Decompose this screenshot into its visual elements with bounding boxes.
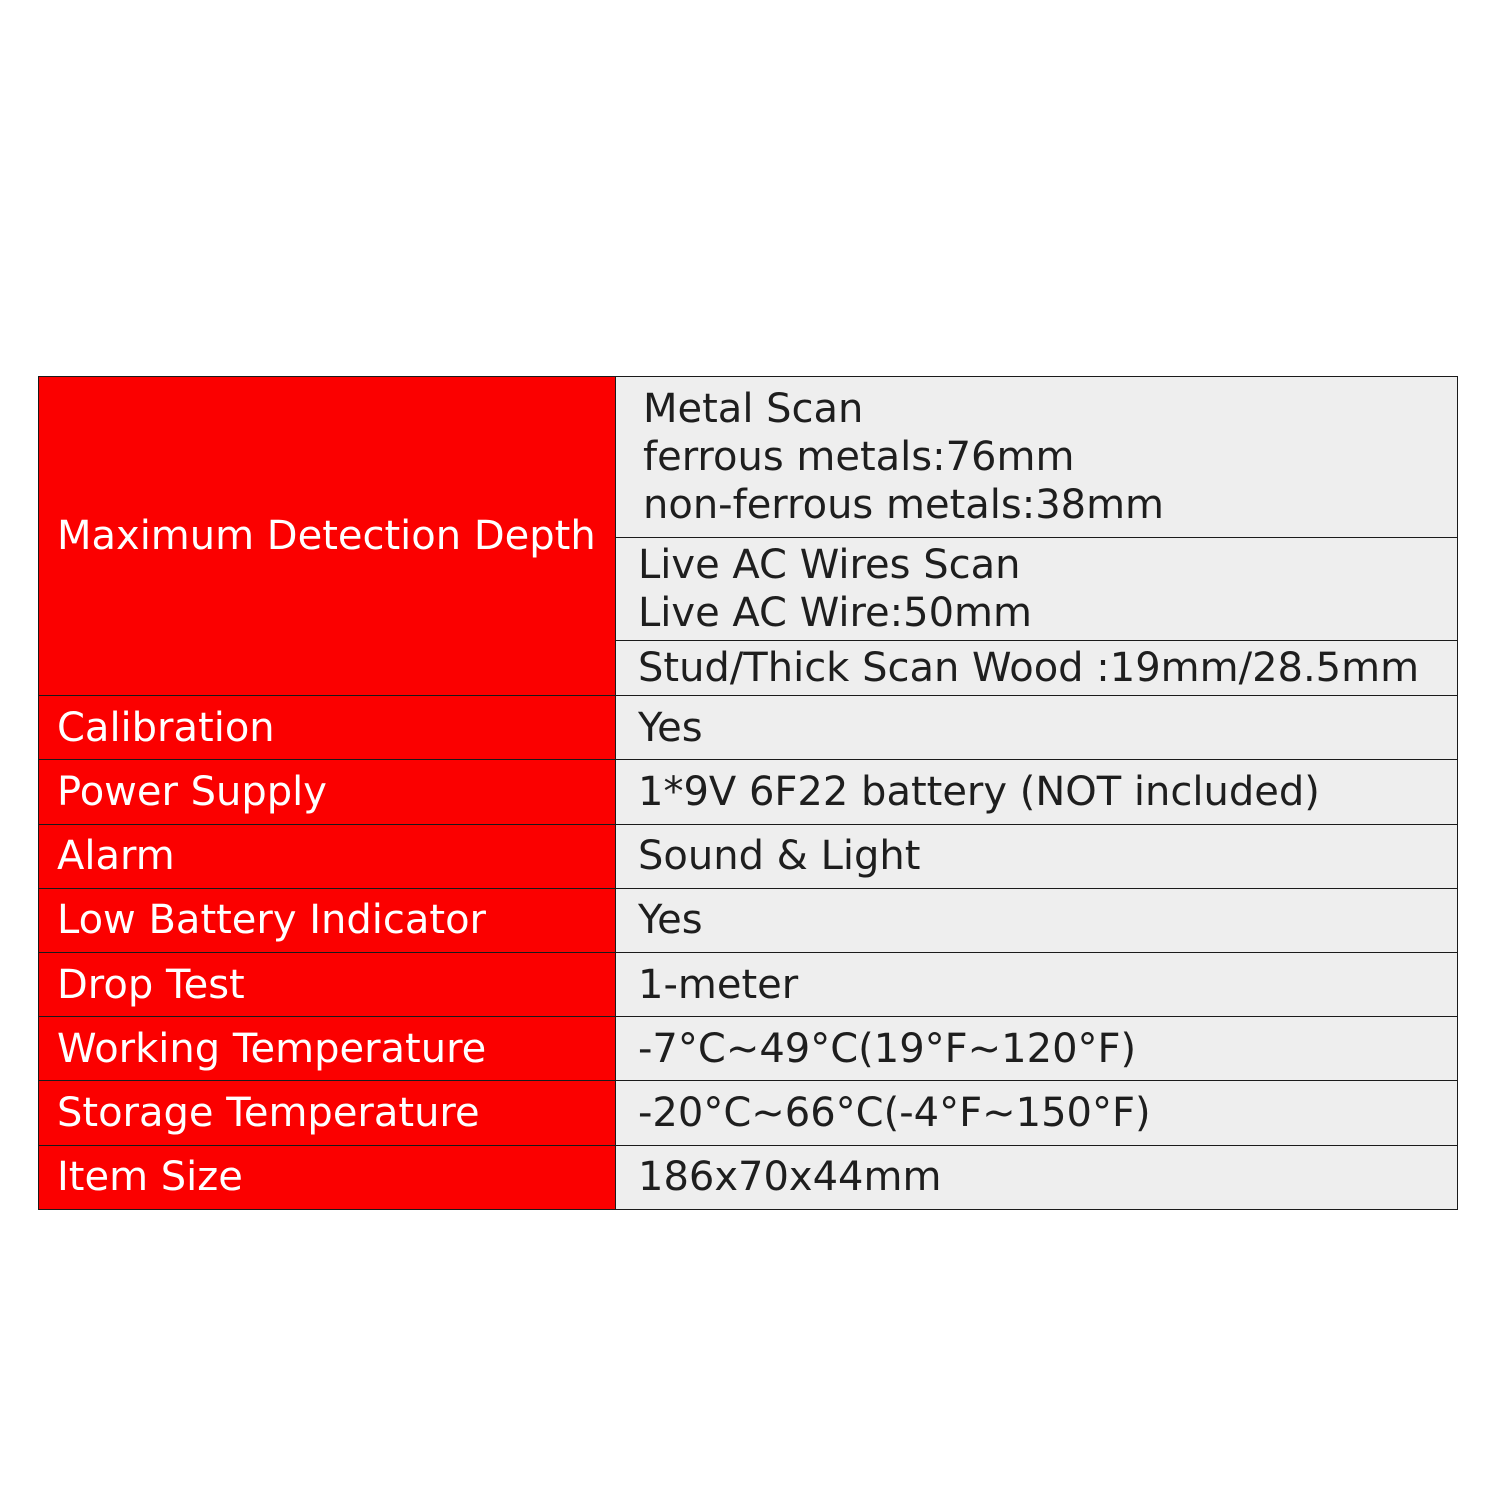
metal-scan-cell	[616, 377, 1458, 538]
storage-temperature-label: Storage Temperature	[39, 1081, 616, 1145]
power-supply-value: 1*9V 6F22 battery (NOT included)	[616, 760, 1458, 824]
detection-depth-label: Maximum Detection Depth	[39, 377, 616, 696]
working-temperature-value: -7°C~49°C(19°F~120°F)	[616, 1017, 1458, 1081]
live-ac-value: Live AC Wire:50mm	[638, 589, 1032, 636]
live-ac-title: Live AC Wires Scan	[638, 541, 1021, 588]
calibration-value: Yes	[616, 696, 1458, 760]
stud-scan-value: Stud/Thick Scan Wood :19mm/28.5mm	[616, 640, 1458, 695]
table-row	[39, 888, 1458, 952]
table-row	[39, 696, 1458, 760]
item-size-label: Item Size	[39, 1145, 616, 1209]
table-row	[39, 824, 1458, 888]
table-row	[39, 1145, 1458, 1209]
metal-scan-title: Metal Scan	[643, 385, 864, 432]
specification-table	[38, 376, 1458, 1210]
table-row	[39, 953, 1458, 1017]
table-row	[39, 377, 1458, 538]
drop-test-value: 1-meter	[616, 953, 1458, 1017]
calibration-label: Calibration	[39, 696, 616, 760]
item-size-value: 186x70x44mm	[616, 1145, 1458, 1209]
low-battery-indicator-value: Yes	[616, 888, 1458, 952]
alarm-value: Sound & Light	[616, 824, 1458, 888]
drop-test-label: Drop Test	[39, 953, 616, 1017]
live-ac-cell	[616, 537, 1458, 640]
working-temperature-label: Working Temperature	[39, 1017, 616, 1081]
table-row	[39, 760, 1458, 824]
table-row	[39, 1017, 1458, 1081]
storage-temperature-value: -20°C~66°C(-4°F~150°F)	[616, 1081, 1458, 1145]
low-battery-indicator-label: Low Battery Indicator	[39, 888, 616, 952]
power-supply-label: Power Supply	[39, 760, 616, 824]
table-row	[39, 1081, 1458, 1145]
ferrous-metals-value: ferrous metals:76mm	[643, 433, 1075, 480]
alarm-label: Alarm	[39, 824, 616, 888]
non-ferrous-metals-value: non-ferrous metals:38mm	[643, 481, 1165, 528]
